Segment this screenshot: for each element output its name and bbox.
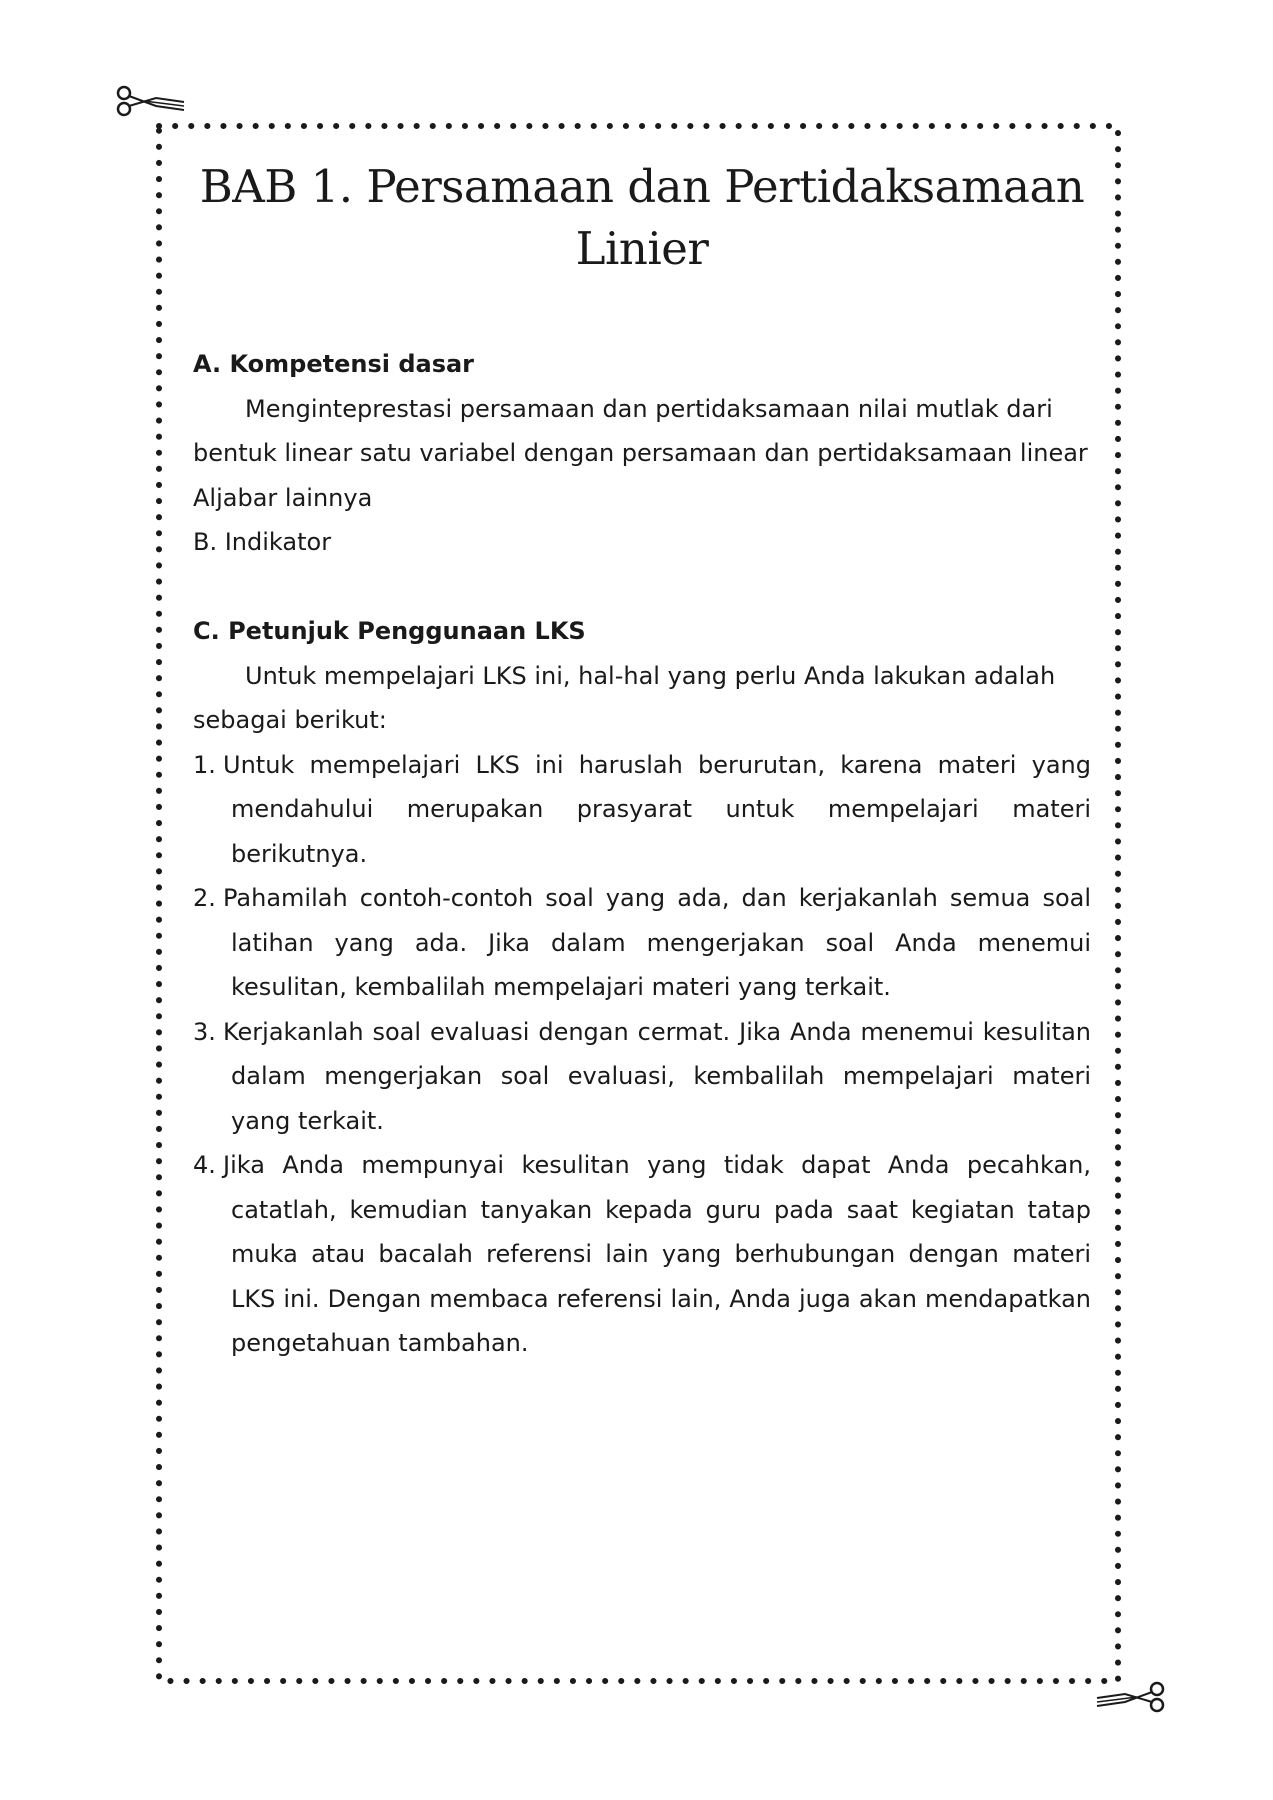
- list-item-text: Jika Anda mempunyai kesulitan yang tidak dapat Anda pecahkan, catatlah, kemudian tanyakan kepada guru pada saat kegiatan tatap muka atau bacalah referensi lain yang berhubungan dengan materi LKS ini. Dengan membaca referensi lain, Anda juga akan mendapatkan pengetahuan tambahan.: [223, 1151, 1091, 1357]
- list-item-text: Untuk mempelajari LKS ini haruslah berurutan, karena materi yang mendahului merupakan prasyarat untuk mempelajari materi berikutnya.: [223, 750, 1091, 868]
- section-heading-indikator: B. Indikator: [193, 528, 332, 556]
- list-item-number: 1.: [193, 750, 216, 779]
- list-item-text: Pahamilah contoh-contoh soal yang ada, dan kerjakanlah semua soal latihan yang ada. Jika dalam mengerjakan soal Anda menemui kesulitan, kembalilah mempelajari materi yang terkait.: [223, 884, 1091, 1001]
- kompetensi-text: Menginteprestasi persamaan dan pertidaksamaan nilai mutlak dari bentuk linear satu variabel dengan persamaan dan pertidaksamaan linear Aljabar lainnya: [193, 394, 1088, 512]
- list-item-text: Kerjakanlah soal evaluasi dengan cermat. Jika Anda menemui kesulitan dalam mengerjakan soal evaluasi, kembalilah mempelajari materi yang terkait.: [223, 1017, 1091, 1135]
- list-item: [193, 876, 1091, 1010]
- steps-list: [193, 743, 1091, 1366]
- petunjuk-intro: Untuk mempelajari LKS ini, hal-hal yang perlu Anda lakukan adalah sebagai berikut:: [193, 661, 1056, 734]
- list-item: [193, 743, 1091, 877]
- list-item-number: 4.: [193, 1151, 216, 1179]
- scissors-icon: [1095, 1680, 1165, 1720]
- list-item-number: 3.: [193, 1017, 216, 1046]
- spacer: [193, 565, 1091, 610]
- page-content: [193, 150, 1091, 1366]
- list-item: [193, 1010, 1091, 1144]
- section-heading-petunjuk: C. Petunjuk Penggunaan LKS: [193, 617, 586, 645]
- section-heading-kompetensi: A. Kompetensi dasar: [193, 350, 475, 378]
- list-item: [193, 1143, 1091, 1366]
- list-item-number: 2.: [193, 884, 216, 912]
- page-title: BAB 1. Persamaan dan Pertidaksamaan Linier: [199, 160, 1085, 275]
- spacer: [193, 280, 1091, 342]
- scissors-icon: [116, 84, 186, 124]
